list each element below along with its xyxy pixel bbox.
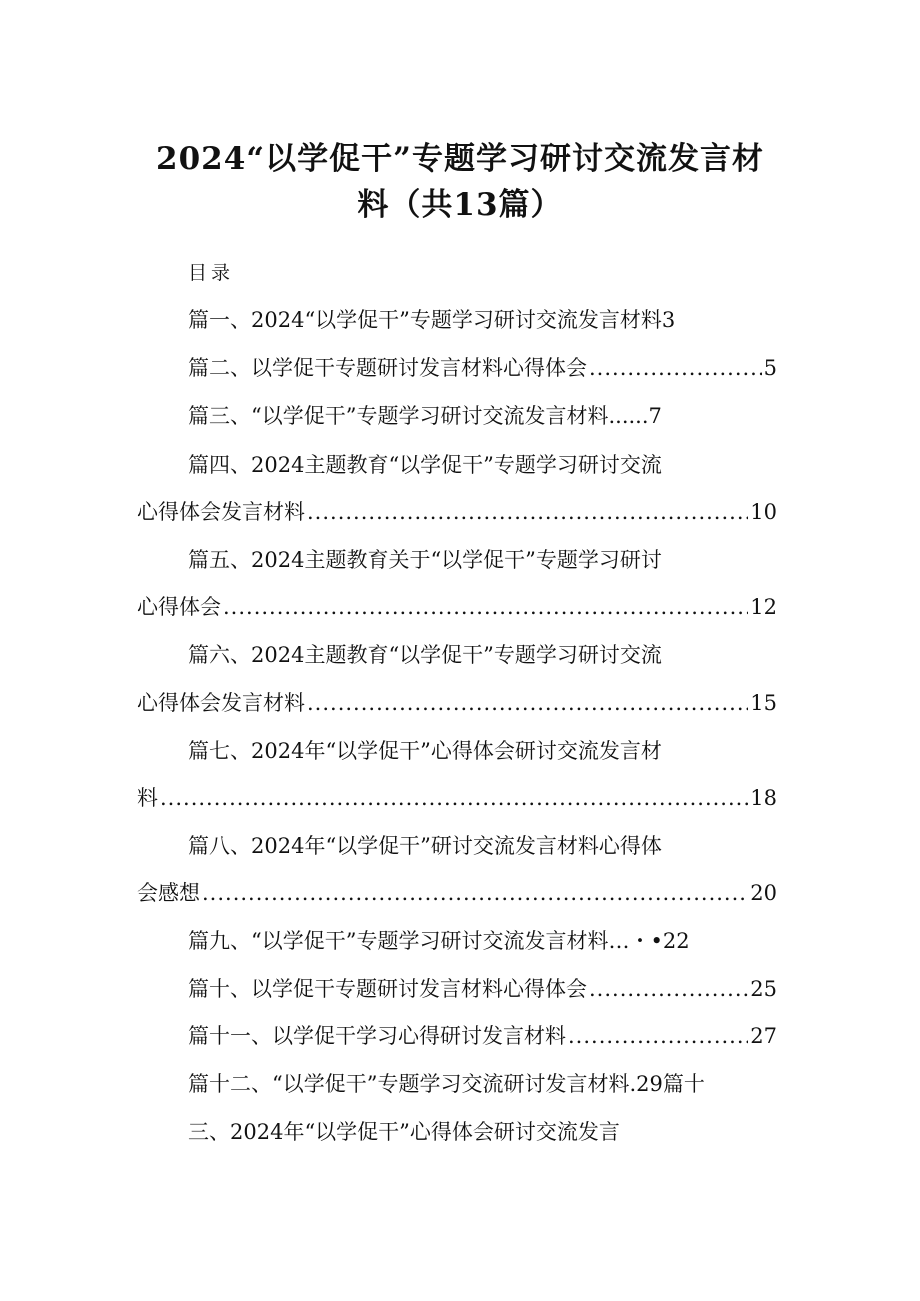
toc-entry-12[interactable]: 篇十二、“以学促干”专题学习交流研讨发言材料.29篇十 [188,1072,705,1096]
toc-page-number: 10 [750,500,777,524]
toc-entry-5-cont[interactable] [137,592,777,622]
toc-page-number: 25 [750,977,777,1001]
toc-entry-title: 篇十一、以学促干学习心得研讨发言材料 [188,1024,566,1048]
dot-leader [568,1021,748,1051]
document-title-line-1: 2024“以学促干”专题学习研讨交流发言材 [156,141,764,177]
toc-entry-title: 心得体会发言材料 [137,691,305,715]
toc-entry-4-cont[interactable] [137,497,777,527]
toc-entry-title: 篇十、以学促干专题研讨发言材料心得体会 [188,977,587,1001]
toc-page-number: 20 [750,881,777,905]
toc-entry-title: 心得体会发言材料 [137,500,305,524]
toc-entry-7-cont[interactable] [137,783,777,813]
toc-entry-title: 会感想 [137,881,200,905]
toc-page-number: 27 [750,1024,777,1048]
toc-entry-8-cont[interactable] [137,878,777,908]
toc-page-number: 7 [648,404,662,428]
dot-leader: ...... [608,404,649,428]
toc-page-number: 12 [750,595,777,619]
toc-entry-6[interactable]: 篇六、2024主题教育“以学促干”专题学习研讨交流 [188,643,662,667]
dot-leader [223,592,748,622]
dot-leader [589,353,762,383]
toc-entry-4[interactable]: 篇四、2024主题教育“以学促干”专题学习研讨交流 [188,453,662,477]
toc-entry-6-cont[interactable] [137,688,777,718]
dot-leader [307,497,748,527]
toc-entry-2[interactable] [188,353,777,383]
toc-entry-1[interactable]: 篇一、2024“以学促干”专题学习研讨交流发言材料3 [188,308,676,332]
toc-entry-title: 心得体会 [137,595,221,619]
toc-entry-title: 篇三、“以学促干”专题学习研讨交流发言材料 [188,404,609,428]
dot-leader [160,783,748,813]
toc-heading: 目录 [188,262,235,284]
toc-entry-13[interactable]: 三、2024年“以学促干”心得体会研讨交流发言 [188,1120,620,1144]
toc-entry-title: 料 [137,786,158,810]
toc-entry-5[interactable]: 篇五、2024主题教育关于“以学促干”专题学习研讨 [188,548,662,572]
toc-entry-3[interactable] [188,401,662,431]
toc-entry-title: 篇二、以学促干专题研讨发言材料心得体会 [188,356,587,380]
toc-page-number: 18 [750,786,777,810]
toc-entry-9[interactable]: 篇九、“以学促干”专题学习研讨交流发言材料…・•22 [188,929,690,953]
toc-entry-7[interactable]: 篇七、2024年“以学促干”心得体会研讨交流发言材 [188,739,662,763]
document-title-line-2: 料（共13篇） [357,187,563,223]
dot-leader [589,974,748,1004]
dot-leader [202,878,748,908]
toc-entry-10[interactable] [188,974,777,1004]
toc-page-number: 15 [750,691,777,715]
toc-page-number: 5 [763,356,777,380]
toc-entry-11[interactable] [188,1021,777,1051]
toc-entry-8[interactable]: 篇八、2024年“以学促干”研讨交流发言材料心得体 [188,834,662,858]
dot-leader [307,688,748,718]
